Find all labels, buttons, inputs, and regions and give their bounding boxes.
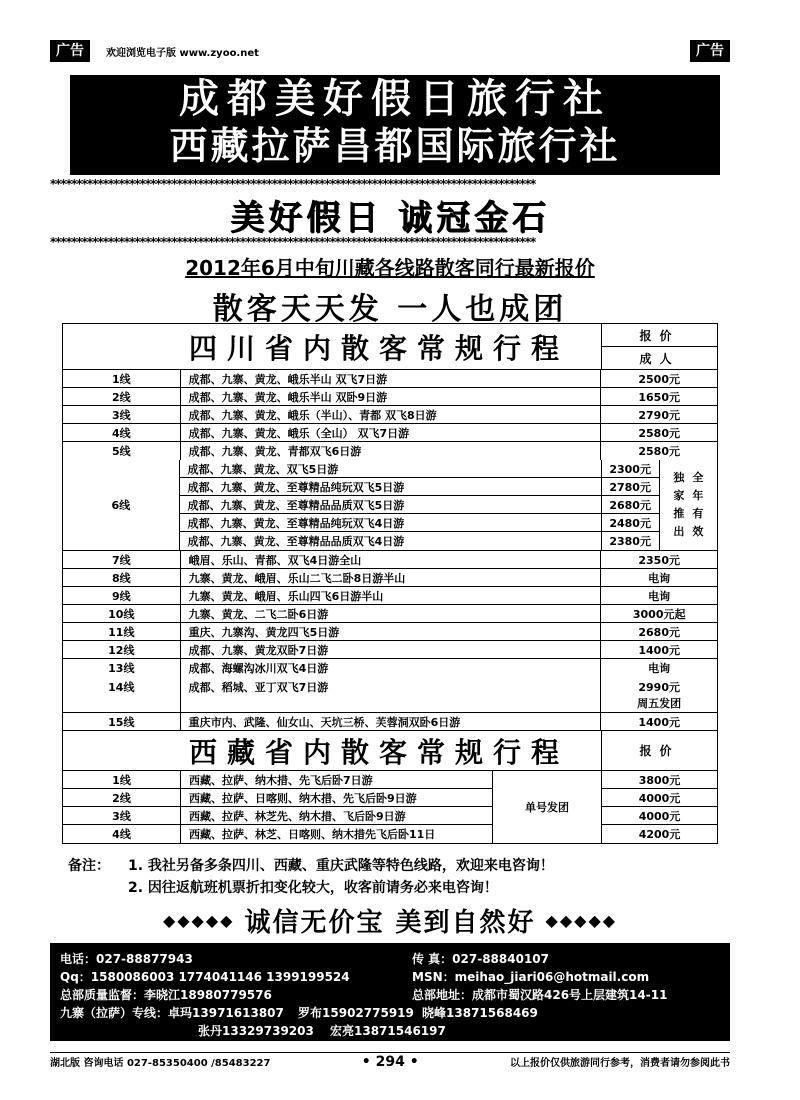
slogan-closing bbox=[50, 902, 730, 939]
hotline-label: 九寨（拉萨）专线： bbox=[60, 1005, 169, 1020]
remarks bbox=[68, 855, 554, 899]
route-text: 西藏、拉萨、纳木措、先飞后卧7日游 bbox=[181, 771, 493, 788]
route-text: 九寨、黄龙、峨眉、乐山二飞二卧8日游半山 bbox=[181, 569, 602, 586]
note-char: 有 bbox=[692, 507, 704, 520]
route-text: 成都、九寨、黄龙双卧7日游 bbox=[181, 641, 602, 658]
line-number: 2线 bbox=[63, 388, 181, 405]
table-row bbox=[63, 807, 493, 825]
route-text: 西藏、拉萨、日喀则、纳木措、先飞后卧9日游 bbox=[181, 789, 493, 806]
banner-line-2: 西藏拉萨昌都国际旅行社 bbox=[169, 124, 621, 168]
top-bar bbox=[50, 40, 730, 64]
qq-numbers: Qq：1580086003 1774041146 1399199524 bbox=[60, 969, 350, 984]
quality-supervisor: 总部质量监督：李晓江18980779576 bbox=[60, 987, 272, 1002]
line-number: 3线 bbox=[63, 406, 181, 423]
price-value: 2350元 bbox=[638, 553, 680, 567]
route-text: 成都、九寨、黄龙、峨乐半山 双飞7日游 bbox=[181, 370, 602, 387]
route-text: 成都、九寨、黄龙、峨乐半山 双卧9日游 bbox=[181, 388, 602, 405]
table-row bbox=[63, 442, 717, 460]
sub-route-row bbox=[180, 460, 660, 478]
hotline-contact: 张丹13329739203 bbox=[198, 1023, 314, 1038]
price-list-heading: 2012年6月中旬川藏各线路散客同行最新报价 bbox=[185, 256, 595, 280]
table-row-line-14 bbox=[63, 677, 717, 713]
price-value: 2680元 bbox=[638, 625, 680, 639]
line-number: 8线 bbox=[63, 569, 181, 586]
note-char: 推 bbox=[673, 507, 685, 520]
route-text: 成都、海螺沟冰川双飞4日游 bbox=[181, 659, 602, 677]
route-text: 西藏、拉萨、林芝、日喀则、纳木措先飞后卧11日 bbox=[181, 825, 493, 843]
table-row bbox=[63, 623, 717, 641]
line-number: 4线 bbox=[63, 424, 181, 441]
line-number: 4线 bbox=[63, 825, 181, 843]
slogan-secondary: 散客天天发 一人也成团 bbox=[212, 292, 568, 327]
note-char: 独 bbox=[673, 471, 685, 484]
fax: 传 真：027-88840107 bbox=[412, 951, 550, 966]
table-row bbox=[63, 659, 717, 677]
price-value: 4200元 bbox=[638, 828, 681, 841]
tibet-section-title: 西藏省内散客常规行程 bbox=[189, 735, 570, 769]
exclusive-note bbox=[660, 460, 717, 550]
route-text: 九寨、黄龙、峨眉、乐山四飞6日游半山 bbox=[181, 587, 602, 604]
table-row bbox=[63, 825, 493, 843]
hotline-contact: 卓玛13971613807 bbox=[168, 1005, 284, 1020]
ad-tag-left: 广告 bbox=[50, 40, 90, 62]
ad-tag-right: 广告 bbox=[690, 40, 730, 62]
table-row-line-15 bbox=[63, 713, 717, 731]
price-value: 4000元 bbox=[602, 789, 717, 807]
hotline-contact: 晓峰13871568469 bbox=[422, 1005, 538, 1020]
departure-note: 单号发团 bbox=[493, 771, 602, 843]
price-value: 3000元起 bbox=[632, 607, 686, 621]
sichuan-section-title: 四川省内散客常规行程 bbox=[189, 331, 570, 365]
sichuan-section-header bbox=[63, 324, 717, 370]
price-value: 3800元 bbox=[602, 771, 717, 789]
route-text: 成都、九寨、黄龙、至尊精品纯玩双飞5日游 bbox=[180, 478, 602, 495]
table-row bbox=[63, 388, 717, 406]
route-text: 西藏、拉萨、林芝先、纳木措、飞后卧9日游 bbox=[181, 807, 493, 824]
price-value: 2780元 bbox=[602, 478, 660, 495]
price-value: 2480元 bbox=[602, 514, 660, 531]
note-char: 效 bbox=[692, 525, 704, 538]
price-value: 1650元 bbox=[638, 390, 680, 404]
table-row bbox=[63, 424, 717, 442]
sub-route-row bbox=[180, 496, 660, 514]
line-number: 6线 bbox=[63, 460, 180, 550]
price-table bbox=[62, 323, 718, 844]
hotline-contact: 罗布15902775919 bbox=[298, 1005, 414, 1020]
price-value: 2580元 bbox=[638, 445, 680, 458]
contact-panel bbox=[50, 943, 730, 1041]
price-header-label: 报价 bbox=[602, 324, 717, 347]
tibet-section-header bbox=[63, 731, 717, 771]
price-value: 4000元 bbox=[602, 807, 717, 825]
tibet-price-header bbox=[601, 731, 717, 770]
slogan-closing-text: 诚信无价宝 美到自然好 bbox=[244, 908, 536, 938]
route-text: 峨眉、乐山、青都、双飞4日游全山 bbox=[181, 551, 602, 568]
price-value: 电询 bbox=[648, 589, 671, 603]
route-text: 重庆市内、武隆、仙女山、天坑三桥、芙蓉洞双卧6日游 bbox=[181, 713, 602, 730]
line-number: 1线 bbox=[63, 771, 181, 788]
note-char: 年 bbox=[692, 489, 704, 502]
remark-2: 2. 因往返航班机票折扣变化较大，收客前请务必来电咨询！ bbox=[128, 880, 498, 896]
line-number: 5线 bbox=[63, 442, 181, 460]
footer-edition: 湖北版 咨询电话 027-85350400 /85483227 bbox=[50, 1058, 271, 1069]
price-value: 电询 bbox=[648, 571, 671, 585]
msn: MSN：meihao_jiari06@hotmail.com bbox=[412, 969, 650, 984]
sub-route-row bbox=[180, 532, 660, 550]
table-row bbox=[63, 551, 717, 569]
line-number: 3线 bbox=[63, 807, 181, 824]
page-footer bbox=[50, 1052, 730, 1070]
table-row bbox=[63, 789, 493, 807]
route-text: 成都、九寨、黄龙、至尊精品品质双飞5日游 bbox=[180, 496, 602, 513]
footer-disclaimer: 以上报价仅供旅游同行参考，消费者请勿参阅此书 bbox=[509, 1058, 730, 1069]
table-row bbox=[63, 569, 717, 587]
line-number: 15线 bbox=[63, 713, 181, 730]
line-number: 14线 bbox=[63, 677, 181, 712]
price-value: 2380元 bbox=[602, 532, 660, 550]
table-row bbox=[63, 587, 717, 605]
table-row bbox=[63, 641, 717, 659]
price-value: 1400元 bbox=[638, 715, 680, 729]
route-text: 成都、稻城、亚丁双飞7日游 bbox=[181, 677, 602, 712]
table-row bbox=[63, 406, 717, 424]
remark-1: 1. 我社另备多条四川、西藏、重庆武隆等特色线路，欢迎来电咨询！ bbox=[128, 858, 554, 874]
line-number: 11线 bbox=[63, 623, 181, 640]
hotline-contact: 宏亮13871546197 bbox=[330, 1023, 446, 1038]
price-cell bbox=[601, 677, 717, 712]
departure-note: 周五发团 bbox=[637, 696, 682, 710]
star-divider-top: ******************************************************************************************** bbox=[50, 178, 536, 190]
sichuan-price-header bbox=[601, 324, 717, 369]
route-text: 成都、九寨、黄龙、至尊精品纯玩双飞4日游 bbox=[180, 514, 602, 531]
star-divider-bottom: ******************************************************************************************** bbox=[50, 236, 536, 248]
price-value: 电询 bbox=[648, 662, 671, 675]
price-value: 2680元 bbox=[602, 496, 660, 513]
slogan-primary: 美好假日 诚冠金石 bbox=[230, 198, 550, 238]
note-char: 全 bbox=[692, 471, 704, 484]
line-number: 1线 bbox=[63, 370, 181, 387]
table-row bbox=[63, 771, 493, 789]
note-char: 出 bbox=[673, 525, 685, 538]
price-value: 2300元 bbox=[602, 460, 660, 477]
price-value: 2990元 bbox=[638, 680, 680, 694]
price-value: 2790元 bbox=[638, 408, 680, 422]
route-text: 九寨、黄龙、二飞二卧6日游 bbox=[181, 605, 602, 622]
phone: 电话：027-88877943 bbox=[60, 951, 193, 966]
website-note: 欢迎浏览电子版 www.zyoo.net bbox=[106, 48, 259, 59]
note-char: 家 bbox=[673, 489, 685, 502]
table-row-line-6 bbox=[63, 460, 717, 551]
line-number: 12线 bbox=[63, 641, 181, 658]
remarks-label: 备注： bbox=[68, 858, 110, 874]
adult-header-label: 成人 bbox=[639, 351, 680, 366]
diamond-ornament-right: ◆◆◆◆◆ bbox=[545, 911, 618, 930]
line-number: 10线 bbox=[63, 605, 181, 622]
price-value: 2580元 bbox=[638, 426, 680, 440]
route-text: 成都、九寨、黄龙、至尊精品品质双飞4日游 bbox=[180, 532, 602, 550]
line-number: 7线 bbox=[63, 551, 181, 568]
price-value: 2500元 bbox=[638, 372, 680, 386]
price-header-label: 报价 bbox=[639, 744, 680, 758]
sub-route-row bbox=[180, 478, 660, 496]
table-row bbox=[63, 370, 717, 388]
line-number: 9线 bbox=[63, 587, 181, 604]
route-text: 重庆、九寨沟、黄龙四飞5日游 bbox=[181, 623, 602, 640]
table-row bbox=[63, 605, 717, 623]
route-text: 成都、九寨、黄龙、青都双飞6日游 bbox=[181, 442, 602, 460]
price-value: 1400元 bbox=[638, 643, 680, 657]
line-number: 2线 bbox=[63, 789, 181, 806]
diamond-ornament-left: ◆◆◆◆◆ bbox=[162, 911, 235, 930]
banner-line-1: 成都美好假日旅行社 bbox=[179, 76, 611, 122]
route-text: 成都、九寨、黄龙、双飞5日游 bbox=[180, 460, 602, 477]
route-text: 成都、九寨、黄龙、峨乐（半山）、青都 双飞8日游 bbox=[181, 406, 602, 423]
page-number: • 294 • bbox=[361, 1053, 419, 1070]
agency-banner bbox=[70, 75, 720, 175]
tibet-rows bbox=[63, 771, 717, 843]
sub-route-row bbox=[180, 514, 660, 532]
route-text: 成都、九寨、黄龙、峨乐（全山） 双飞7日游 bbox=[181, 424, 602, 441]
line-number: 13线 bbox=[63, 659, 181, 677]
hq-address: 总部地址：成都市蜀汉路426号上层建筑14-11 bbox=[412, 987, 668, 1002]
